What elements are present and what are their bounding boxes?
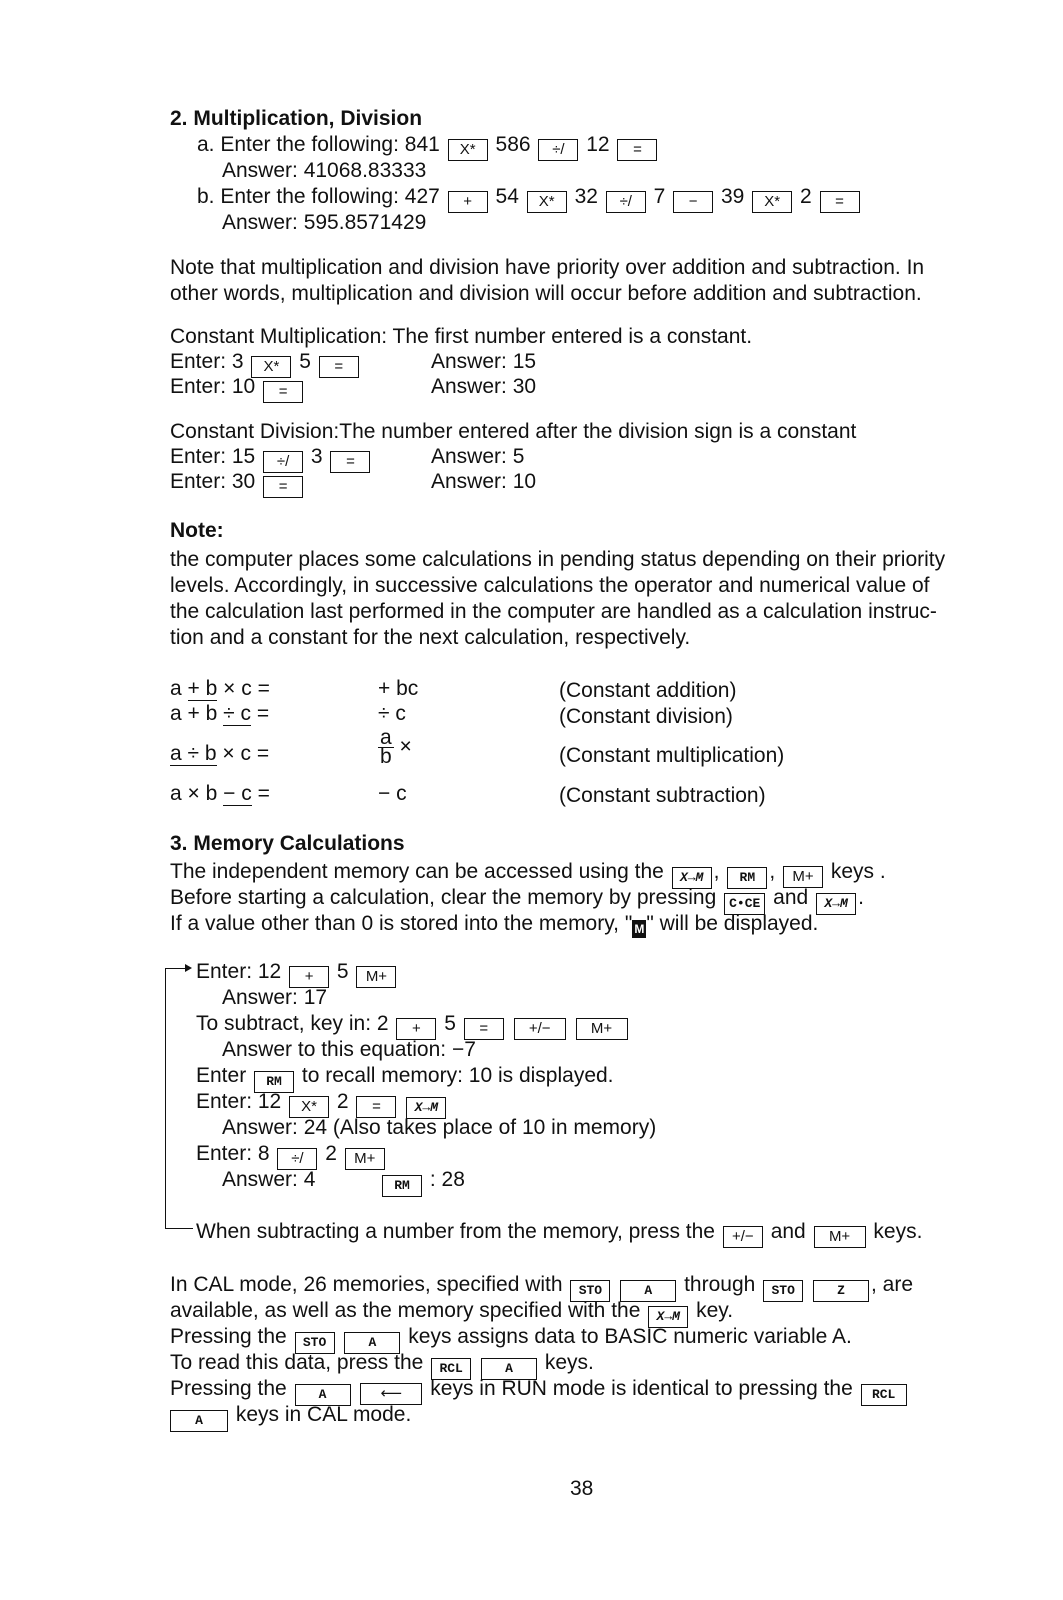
memory-text: to recall memory: 10 is displayed. [301,1064,614,1087]
memory-example-3 [196,1064,614,1093]
expr-part: a [170,677,182,700]
memory-text: key. [696,1299,734,1322]
memory-text: If a value other than 0 is stored into the memory, " [170,912,633,935]
table-expr-2 [170,702,269,726]
constant-mult-row1 [170,350,361,378]
example-b-text: b. Enter the following: 427 [197,185,440,208]
rcl-key: RCL [861,1384,907,1406]
priority-note-line1: Note that multiplication and division have priority over addition and subtraction. In [170,256,925,279]
constant-div-row1 [170,445,372,473]
a-key: A [170,1410,228,1432]
div-key: ÷/ [263,451,303,473]
enter-text: To subtract, key in: 2 [196,1012,389,1035]
equals-key: = [617,139,657,161]
memory-example-1 [196,960,398,988]
memory-text: keys in RUN mode is identical to pressing the [430,1377,853,1400]
expr-part-underlined: a ÷ b [170,742,217,765]
div-key: ÷/ [606,191,646,213]
note-line: the calculation last performed in the computer are handled as a calculation instruc- [170,600,937,623]
cal-line5 [170,1377,909,1406]
expr-part: = [257,782,270,805]
plus-minus-key: +/− [514,1018,566,1040]
a-key: A [620,1280,676,1302]
memory-example-1-answer: Answer: 17 [222,986,328,1009]
rcl-key: RCL [431,1358,471,1380]
memory-text: To read this data, press the [170,1351,424,1374]
constant-mult-title: Constant Multiplication: The first number entered is a constant. [170,325,753,348]
mult-key: X* [752,191,792,213]
memory-text: When subtracting a number from the memory, press the [196,1220,715,1243]
equals-key: = [820,191,860,213]
table-desc-3: (Constant multiplication) [559,744,785,767]
sto-key: STO [763,1280,803,1302]
separator: , [769,860,776,883]
expr-part: a × b [170,782,218,805]
memory-subtract-note [196,1220,922,1248]
enter-text: Enter: 12 [196,1090,282,1113]
section-heading-memory: 3. Memory Calculations [170,832,405,855]
constant-div-title: Constant Division:The number entered after the division sign is a constant [170,420,857,443]
x-to-m-key: X→M [816,893,856,915]
enter-text: Enter: 12 [196,960,282,983]
number: 5 [336,960,349,983]
table-const-4: − c [378,782,407,805]
page-number: 38 [570,1477,594,1500]
rm-key: RM [727,867,767,889]
expr-part-underlined: ÷ c [223,702,252,725]
table-expr-4 [170,782,270,806]
memory-text: , are [871,1273,914,1296]
x-to-m-key: X→M [406,1097,446,1119]
fraction [378,726,394,768]
separator: , [713,860,720,883]
memory-text: The independent memory can be accessed using the [170,860,664,883]
constant-div-answer1: Answer: 5 [431,445,525,468]
section-heading-multiplication: 2. Multiplication, Division [170,107,423,130]
memory-example-5-answer: Answer: 4 [222,1168,316,1191]
bracket-line [165,968,166,1228]
number: 2 [325,1142,337,1165]
fraction-numerator: a [380,726,392,749]
enter-text: Enter [196,1064,247,1087]
cal-line2 [170,1299,733,1328]
equals-key: = [464,1018,504,1040]
memory-example-5-recall [380,1168,465,1197]
table-desc-1: (Constant addition) [559,679,737,702]
note-heading: Note: [170,519,224,542]
plus-key: + [289,966,329,988]
arrow-right-icon [185,964,192,972]
note-line: tion and a constant for the next calculation, respectively. [170,626,691,649]
table-desc-4: (Constant subtraction) [559,784,766,807]
a-key: A [344,1332,400,1354]
memory-text: Pressing the [170,1325,287,1348]
bracket-top [165,968,187,969]
z-key: Z [813,1280,869,1302]
memory-text: In CAL mode, 26 memories, specified with [170,1273,563,1296]
table-const-2: ÷ c [378,702,406,725]
enter-key-icon: ⟵ [360,1383,422,1405]
m-plus-key: M+ [814,1226,866,1248]
bracket-bottom [165,1228,193,1229]
expr-part-underlined: + b [187,677,218,700]
example-b-answer: Answer: 595.8571429 [222,211,427,234]
enter-text: Enter: 10 [170,375,256,398]
m-plus-key: M+ [576,1018,628,1040]
number: 39 [720,185,745,208]
memory-text: : 28 [429,1168,465,1191]
constant-mult-answer1: Answer: 15 [431,350,537,373]
memory-example-4 [196,1090,448,1119]
number: 7 [653,185,666,208]
sto-key: STO [570,1280,610,1302]
mult-key: X* [251,356,291,378]
cal-line6 [170,1403,411,1432]
expr-part: = [256,702,270,725]
memory-text: through [684,1273,756,1296]
memory-text: available, as well as the memory specified with the [170,1299,641,1322]
constant-mult-answer2: Answer: 30 [431,375,537,398]
memory-text: keys in CAL mode. [235,1403,412,1426]
separator: . [858,886,864,909]
example-a-text: a. Enter the following: 841 [197,133,440,156]
memory-indicator-icon: M [634,922,645,936]
memory-line2 [170,886,864,915]
mult-key: X* [289,1096,329,1118]
equals-key: = [263,476,303,498]
rm-key: RM [254,1071,294,1093]
memory-example-2 [196,1012,630,1040]
c-ce-key: C•CE [724,893,765,915]
memory-text: keys. [544,1351,594,1374]
number: 32 [574,185,598,208]
example-a-answer: Answer: 41068.83333 [222,159,427,182]
equals-key: = [319,356,359,378]
expr-part: a + b [170,702,218,725]
expr-part: × c = [223,677,270,700]
cal-line4 [170,1351,594,1380]
a-key: A [481,1358,537,1380]
memory-text: and [773,886,809,909]
priority-note-line2: other words, multiplication and division will occur before addition and subtraction. [170,282,922,305]
cal-line1 [170,1273,913,1302]
constant-div-row2 [170,470,305,498]
table-const-3 [378,726,412,768]
memory-example-4-answer: Answer: 24 (Also takes place of 10 in memory) [222,1116,657,1139]
expr-part-underlined: − c [223,782,252,805]
enter-text: Enter: 30 [170,470,256,493]
cal-line3 [170,1325,852,1354]
memory-line1 [170,860,886,889]
number: 2 [336,1090,349,1113]
memory-line3 [170,912,818,938]
minus-key: − [673,191,713,213]
memory-example-5 [196,1142,387,1170]
equals-key: = [263,381,303,403]
example-b-line [197,185,862,213]
x-to-m-key: X→M [672,867,712,889]
constant-div-answer2: Answer: 10 [431,470,537,493]
number: 2 [800,185,812,208]
equals-key: = [356,1096,396,1118]
memory-text: and [770,1220,806,1243]
m-plus-key: M+ [356,966,396,988]
memory-text: keys. [873,1220,923,1243]
memory-text: Before starting a calculation, clear the memory by pressing [170,886,717,909]
memory-text: keys . [830,860,886,883]
div-key: ÷/ [277,1148,317,1170]
table-expr-3 [170,742,269,766]
x-to-m-key: X→M [648,1306,688,1328]
plus-key: + [396,1018,436,1040]
enter-text: Enter: 15 [170,445,256,468]
plus-minus-key: +/− [723,1226,763,1248]
sto-key: STO [295,1332,335,1354]
number: 586 [495,133,531,156]
memory-text: keys assigns data to BASIC numeric variable A. [408,1325,852,1348]
m-plus-key: M+ [345,1148,385,1170]
enter-text: Enter: 3 [170,350,244,373]
example-a-line [197,133,659,161]
mult-key: X* [448,139,488,161]
memory-text: " will be displayed. [646,912,819,935]
memory-example-2-answer: Answer to this equation: −7 [222,1038,476,1061]
constant-mult-row2 [170,375,305,403]
div-key: ÷/ [538,139,578,161]
table-desc-2: (Constant division) [559,705,733,728]
mult-key: X* [527,191,567,213]
enter-text: Enter: 8 [196,1142,270,1165]
table-const-1: + bc [378,677,419,700]
plus-key: + [448,191,488,213]
number: 5 [444,1012,456,1035]
expr-part: × [399,735,412,759]
number: 54 [495,185,519,208]
table-expr-1 [170,677,270,701]
memory-text: Pressing the [170,1377,287,1400]
a-key: A [295,1384,351,1406]
m-plus-key: M+ [783,866,823,888]
rm-key: RM [382,1175,422,1197]
note-line: the computer places some calculations in pending status depending on their priority [170,548,946,571]
number: 3 [310,445,323,468]
expr-part: × c = [222,742,270,765]
number: 12 [586,133,610,156]
number: 5 [299,350,311,373]
fraction-denominator: b [380,745,392,768]
note-line: levels. Accordingly, in successive calculations the operator and numerical value of [170,574,930,597]
equals-key: = [330,451,370,473]
